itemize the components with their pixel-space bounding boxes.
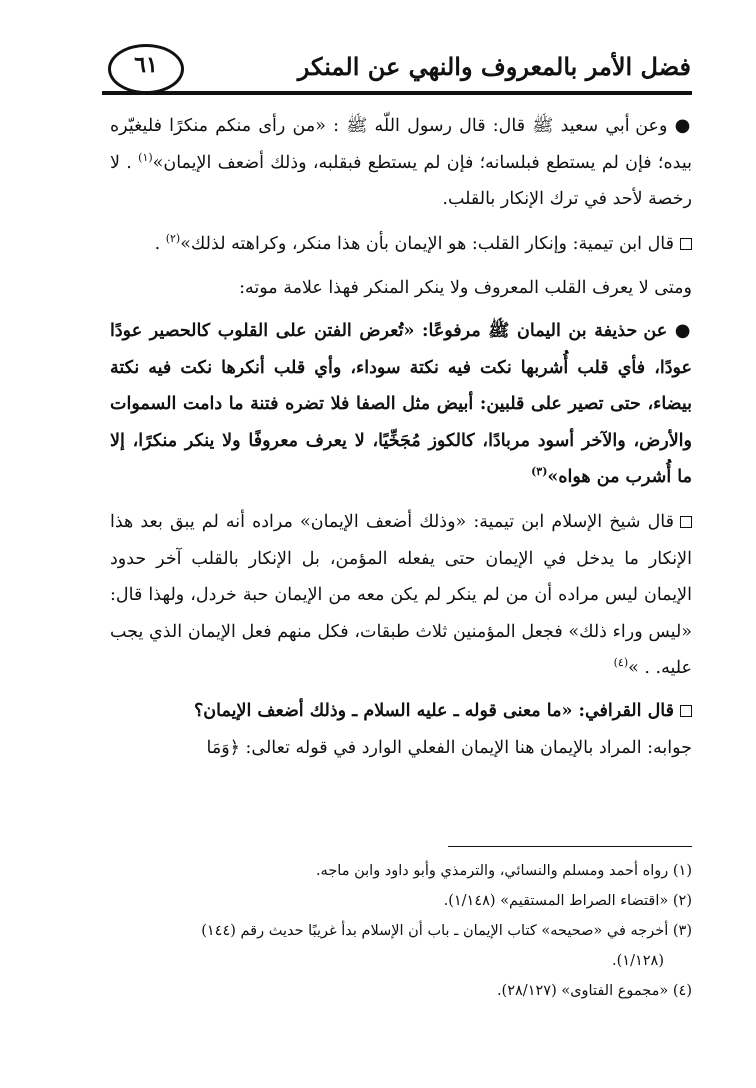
running-header-title: فضل الأمر بالمعروف والنهي عن المنكر bbox=[297, 52, 691, 81]
footnote-ref-3[interactable]: (٣) bbox=[531, 465, 548, 479]
footnote-4: (٤) «مجموع الفتاوى» (٢٨/١٢٧). bbox=[496, 983, 692, 999]
paragraph-ibn-taymiyya-1: قال ابن تيمية: وإنكار القلب: هو الإيمان بأن هذا منكر، وكراهته لذلك»$^{(٢)}$ . bbox=[110, 226, 692, 263]
paragraph-shaykh-al-islam: قال شيخ الإسلام ابن تيمية: «وذلك أضعف الإيمان» مراده أنه لم يبق بعد هذا الإنكار ما يدخل في الإيمان حتى يفعله المؤمن، بل الإنكار بالقلب آخر حدود الإيمان ليس مراده أن من لم ينكر لم يكن معه من الإيمان حبة خردل، ولهذا قال: «ليس وراء ذلك» فجعل المؤمنين ثلاث طبقات، فكل منهم فعل الإيمان الذي يجب عليه. . »$^{(٤)}$ bbox=[110, 511, 692, 679]
paragraph-hadith-abu-said: ● وعن أبي سعيد ﷺ قال: قال رسول اللّه ﷺ : «من رأى منكم منكرًا فليغيّره بيده؛ فإن لم يستطع فبلسانه؛ فإن لم يستطع فبقلبه، وذلك أضعف الإيمان»$^{(١)}$ . لا رخصة لأحد في ترك الإنكار بالقلب. bbox=[110, 115, 693, 210]
footnote-2: (٢) «اقتضاء الصراط المستقيم» (١/١٤٨). bbox=[443, 893, 692, 909]
footnote-3: (٣) أخرجه في «صحيحه» كتاب الإيمان ـ باب أن الإسلام بدأ غريبًا حديث رقم (١٤٤) bbox=[201, 923, 692, 939]
square-bullet-icon bbox=[680, 516, 692, 528]
header-rule bbox=[102, 91, 692, 95]
page-number-oval bbox=[108, 44, 184, 94]
paragraph-answer: جوابه: المراد بالإيمان هنا الإيمان الفعلي الوارد في قوله تعالى: ﴿وَمَا bbox=[206, 737, 692, 758]
paragraph-hadith-hudhayfa: ● عن حذيفة بن اليمان ﷺ مرفوعًا: «تُعرض الفتن على القلوب كالحصير عودًا عودًا، فأي قلب أُشربها نكت فيه نكتة سوداء، وأي قلب أنكرها نكت فيه نكتة بيضاء، حتى تصير على قلبين: أبيض مثل الصفا فلا تضره فتنة ما دامت السموات والأرض، والآخر أسود مربادًا، كالكوز مُجَخِّيًا، لا يعرف معروفًا ولا ينكر منكرًا، إلا ما أُشرب من هواه»$^{(٣)}$ bbox=[110, 319, 692, 488]
footnote-3-continued: (١/١٢٨). bbox=[612, 953, 664, 969]
footnotes bbox=[110, 856, 692, 1006]
paragraph-qarafi: قال القرافي: «ما معنى قوله ـ عليه السلام ـ وذلك أضعف الإيمان؟ bbox=[110, 693, 692, 730]
bullet-icon: ● bbox=[674, 115, 692, 136]
footnote-rule bbox=[448, 846, 692, 847]
square-bullet-icon bbox=[680, 705, 692, 717]
footnote-1: (١) رواه أحمد ومسلم والنسائي، والترمذي وأبو داود وابن ماجه. bbox=[315, 863, 692, 879]
paragraph-heart-death: ومتى لا يعرف القلب المعروف ولا ينكر المنكر فهذا علامة موته: bbox=[239, 278, 692, 299]
footnote-ref-4[interactable]: (٤) bbox=[613, 656, 629, 670]
footnote-ref-1[interactable]: (١) bbox=[138, 150, 153, 164]
bullet-icon: ● bbox=[674, 319, 692, 341]
square-bullet-icon bbox=[680, 238, 692, 250]
main-text bbox=[110, 108, 692, 766]
page-number: ٦١ bbox=[134, 52, 158, 78]
footnote-ref-2[interactable]: (٢) bbox=[165, 231, 181, 245]
